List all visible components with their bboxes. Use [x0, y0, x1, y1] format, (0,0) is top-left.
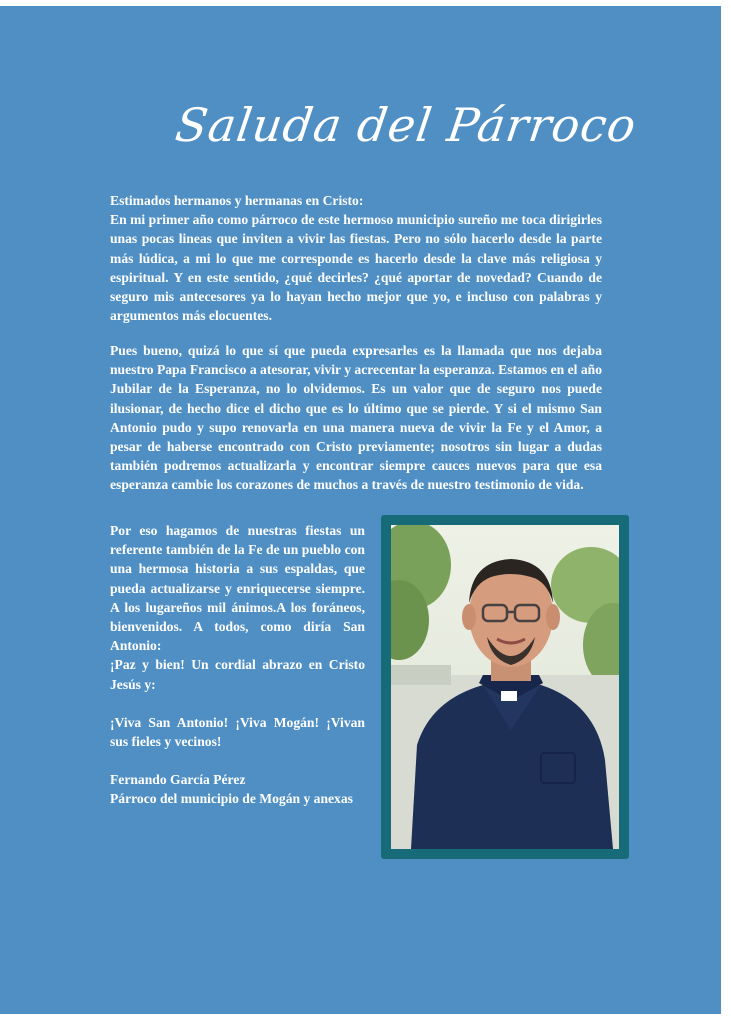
paragraph-3: Por eso hagamos de nuestras fiestas un referente también de la Fe de un pueblo con una hermosa historia a sus espaldas, que pueda actualizarse y enriquecerse siempre. A los lugareños mil ánimos.A los foráneos, bienvenidos. A todos, como diría San Antonio: — [110, 523, 365, 654]
priest-photo — [391, 525, 619, 849]
priest-portrait-icon — [391, 525, 619, 849]
blessing: ¡Paz y bien! Un cordial abrazo en Cristo Jesús y: — [110, 657, 365, 692]
paragraph-2: Pues bueno, quizá lo que sí que pueda expresarles es la llamada que nos dejaba nuestro Papa Francisco a atesorar, vivir y acrecentar la esperanza. Estamos en el año Jubilar de la Esperanza, no lo olvidemos. Es un valor que de seguro nos puede ilusionar, de hecho dice el dicho que es lo último que se pierde. Y si el mismo San Antonio pudo y supo renovarla en una manera nueva de vivir la Fe y el Amor, a pesar de haberse encontrado con Cristo previamente; nosotros sin lugar a dudas también podremos actualizarla y encontrar siempre cauces nuevos para que esa esperanza cambie los corazones de muchos a través de nuestro testimonio de vida. — [110, 343, 602, 493]
photo-frame — [381, 515, 629, 859]
spacer — [110, 751, 365, 770]
closing-column — [110, 521, 365, 809]
spacer — [110, 694, 365, 713]
signature-name: Fernando García Pérez — [110, 772, 246, 788]
intro-block — [110, 191, 602, 325]
brochure-page — [0, 6, 721, 1014]
signature-role: Párroco del municipio de Mogán y anexas — [110, 791, 353, 807]
cheer: ¡Viva San Antonio! ¡Viva Mogán! ¡Vivan sus fieles y vecinos! — [110, 714, 365, 750]
paragraph-1: En mi primer año como párroco de este hermoso municipio sureño me toca dirigirles unas pocas lineas que inviten a vivir las fiestas. Pero no sólo hacerlo desde la parte más lúdica, a mi lo que me corresponde es hacerlo desde la clave más religiosa y espiritual. Y en este sentido, ¿qué decirles? ¿qué aportar de novedad? Cuando de seguro mis antecesores ya lo hayan hecho mejor que yo, e incluso con palabras y argumentos más elocuentes. — [110, 212, 602, 324]
greeting: Estimados hermanos y hermanas en Cristo: — [110, 193, 364, 208]
page-title: Saluda del Párroco — [172, 98, 641, 152]
